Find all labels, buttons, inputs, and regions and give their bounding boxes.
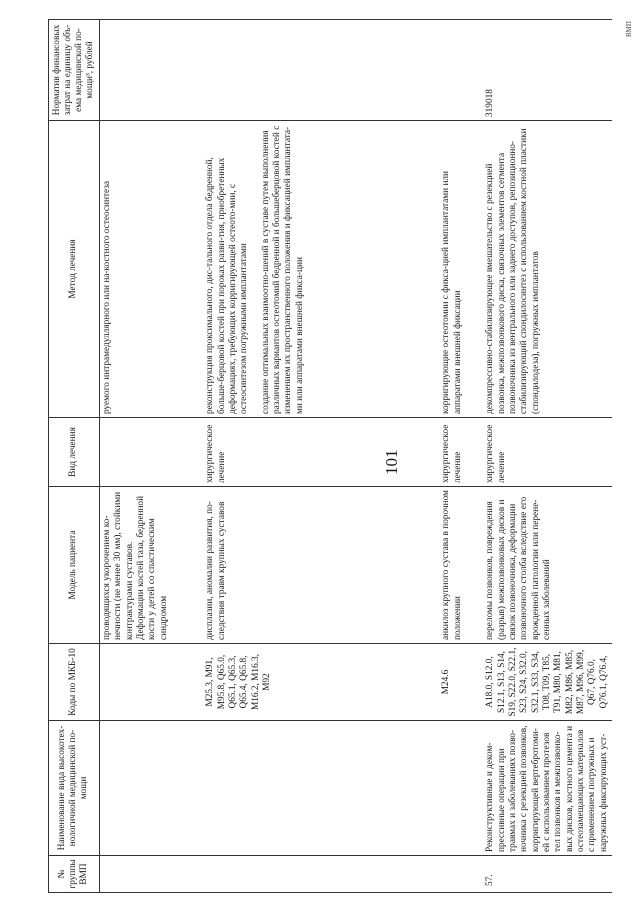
cell-treatment-type: хирургическое лечение [203,418,439,487]
method-text: создание оптимальных взаимоотно-шений в суставе путем выполнения различных вариантов остеотомий бедренной и большеберцовой костей с изменением их пространственного положения и фиксацией имплантата-ми или аппаратами внешней фикса-ции [260,125,305,414]
cell-treatment-type [99,418,203,487]
cell-name: Реконструктивные и деком-прессивные операции при травмах и заболеваниях позво-ночника с резекцией позвонков, корригирующей вертебротоми-ей с использованием протезов тел позвонков и межпозвонко-вых дисков, костного цемента и остеозамещающих материалов с применением погружных и наружных фиксирующих уст- [483,721,612,856]
table-row [99,20,203,893]
vmp-table [48,19,612,893]
cell-name [203,721,439,856]
table-header-row [49,20,100,893]
cell-norm: 319018 [483,20,612,121]
header-icd: Коды по МКБ-10 [49,644,100,721]
header-method: Метод лечения [49,121,100,418]
table-row [203,20,439,893]
header-group: № группы ВМП [49,856,100,893]
cell-model: дисплазии, аномалии развития, по-следствия травм крупных суставов [203,487,439,644]
corner-label: ВМП [625,21,633,37]
cell-model: проводящихся укорочением ко-нечности (не менее 30 мм), стойкими контрактурами суставов. Деформации костей таза, бедренной кости у детей со спастическим синдромом [99,487,203,644]
cell-icd: M24.6 [439,644,483,721]
method-text: реконструкция проксимального, дис-тального отдела бедренной, больше-берцовой костей при пороках разви-тия, приобретенных деформациях, требующих корригирующей остеото-мии, с остеосинтезом погружными имплантатами [205,157,250,414]
method-text: руемого интрамедуллярного или на-костного остеосинтеза [101,180,112,414]
cell-group [99,856,203,893]
cell-icd [99,644,203,721]
cell-name [99,721,203,856]
cell-norm [203,20,439,121]
cell-icd: A18.0, S12.0, S12.1, S13, S14, S19, S22.0, S22.1, S23, S24, S32.0, S32.1, S33, S34, T08, T09, T85, T91, M80, M81, M82, M86, M85, M87, M96, M99, Q67, Q76.0, Q76.1, Q76.4, [483,644,612,721]
table-row [483,20,612,893]
cell-group [439,856,483,893]
table-row [439,20,483,893]
cell-method [439,121,483,418]
page-number: 101 [382,449,401,475]
cell-treatment-type: хирургическое лечение [483,418,612,487]
cell-icd: M25.3, M91, M95.8, Q65.0, Q65.1, Q65.3, Q65.4, Q65.8, M16.2, M16.3, M92 [203,644,439,721]
header-norm: Норматив финансовых затрат на единицу объ-ема медицинской по-мощи³, рублей [49,20,100,121]
cell-norm [439,20,483,121]
cell-model: переломы позвонков, повреждения (разрыв) межпозвонковых дисков и связок позвоночника, деформации позвоночного столба вследствие его врожденной патологии или перене-сенных заболеваний [483,487,612,644]
cell-group: 57. [483,856,612,893]
cell-method [483,121,612,418]
cell-norm [99,20,203,121]
method-text: корригирующие остеотомии с фикса-цией имплантатами или аппаратами внешней фиксации [441,170,463,414]
cell-name [439,721,483,856]
cell-model: анкилоз крупного сустава в порочном положении [439,487,483,644]
header-model: Модель пациента [49,487,100,644]
cell-group [203,856,439,893]
header-name: Наименование вида высокотех-нологичной медицинской по-мощи [49,721,100,856]
header-treatment-type: Вид лечения [49,418,100,487]
cell-method [203,121,439,418]
cell-treatment-type: хирургическое лечение [439,418,483,487]
method-text: декомпрессивно-стабилизирующее вмешательство с резекцией позвонка, межпозвонкового диска, связочных элементов сегмента позвоночника из вентрального или заднего доступов, репозиционно-стабилизирующий спондилосинтез с использованием костной пластики (спондилодеза), погружных имплантатов [485,128,541,414]
cell-method [99,121,203,418]
